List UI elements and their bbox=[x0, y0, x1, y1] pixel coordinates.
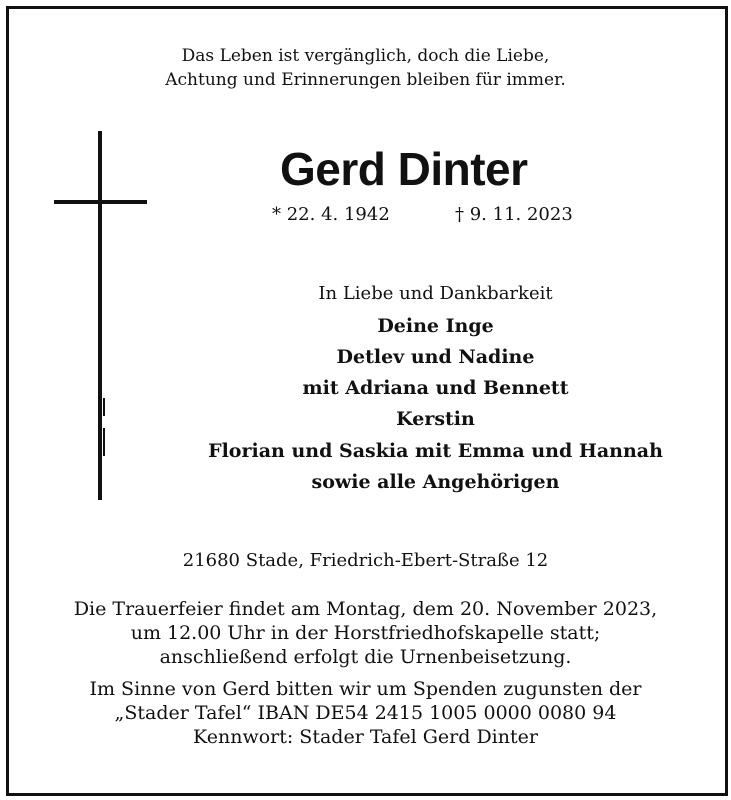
deceased-name: Gerd Dinter bbox=[280, 143, 528, 195]
cross-horizontal-bar bbox=[54, 200, 147, 204]
motto-line-1: Das Leben ist vergänglich, doch die Liebe, bbox=[181, 46, 550, 66]
death-date: † 9. 11. 2023 bbox=[455, 204, 573, 225]
mourner-line: Detlev und Nadine bbox=[336, 346, 535, 368]
donation-line-1: Im Sinne von Gerd bitten wir um Spenden zugunsten der bbox=[89, 678, 642, 700]
mourner-line: sowie alle Angehörigen bbox=[311, 471, 560, 493]
ceremony-line-1: Die Trauerfeier findet am Montag, dem 20. November 2023, bbox=[73, 598, 658, 620]
mourner-line: Deine Inge bbox=[377, 315, 494, 337]
mourner-line: Florian und Saskia mit Emma und Hannah bbox=[208, 440, 663, 462]
birth-date: * 22. 4. 1942 bbox=[272, 204, 390, 225]
mourner-line: Kerstin bbox=[396, 408, 475, 430]
address: 21680 Stade, Friedrich-Ebert-Straße 12 bbox=[182, 550, 549, 571]
ceremony-line-3: anschließend erfolgt die Urnenbeisetzung. bbox=[159, 646, 572, 668]
mourners-intro: In Liebe und Dankbarkeit bbox=[318, 283, 553, 304]
cross-mark-detail bbox=[103, 428, 105, 456]
donation-line-3: Kennwort: Stader Tafel Gerd Dinter bbox=[193, 726, 538, 748]
donation-line-2: „Stader Tafel“ IBAN DE54 2415 1005 0000 0080 94 bbox=[114, 702, 617, 724]
mourner-line: mit Adriana und Bennett bbox=[302, 377, 569, 399]
motto-line-2: Achtung und Erinnerungen bleiben für immer. bbox=[165, 70, 566, 90]
ceremony-line-2: um 12.00 Uhr in der Horstfriedhofskapelle statt; bbox=[130, 622, 601, 644]
cross-mark-detail bbox=[103, 398, 105, 416]
cross-vertical-bar bbox=[98, 131, 102, 500]
